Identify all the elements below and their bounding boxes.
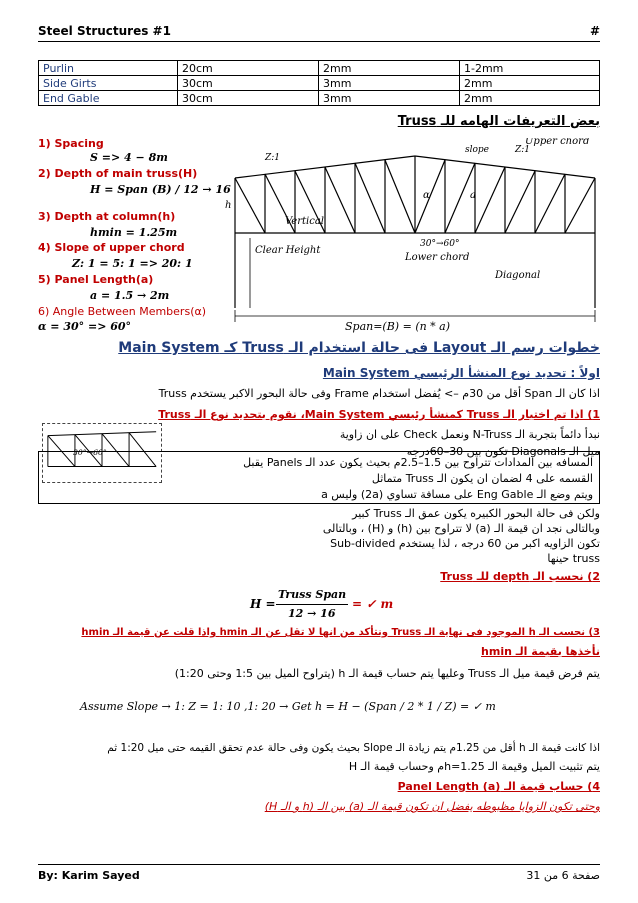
def-formula-4: Z: 1 = 5: 1 => 20: 1 [72, 257, 193, 270]
table-cell: Side Girts [39, 76, 178, 91]
eq-h-right: = ✓ m [352, 597, 394, 611]
members-table [38, 60, 600, 106]
step1-line-4: وبالتالى نجد ان قيمة الـ (a) لا تتراوح بين (h) و (H) ، وبالتالى [322, 522, 600, 535]
table-cell: 2mm [460, 76, 600, 91]
step-2: 2) نحسب الـ depth للـ Truss [440, 570, 600, 583]
table-row [39, 61, 600, 76]
step-3: 3) نحسب الـ h الموجود فى نهاية الـ Truss ونتأكد من انها لا تقل عن الـ hmin واذا قلت عن قيمة الـ hmin [81, 627, 600, 638]
table-cell: 3mm [319, 76, 460, 91]
table-row [39, 91, 600, 106]
footer-author: By: Karim Sayed [38, 869, 140, 882]
table-cell: 1-2mm [460, 61, 600, 76]
first-heading: اولاً : تحديد نوع المنشأ الرئيسي Main System [322, 366, 600, 380]
eq-h-num: Truss Span [278, 588, 347, 601]
diagram-clear-height: Clear Height [255, 245, 321, 256]
step1-line-2: ميل الـ Diagonals تكون بين 30–60درجه [406, 445, 600, 458]
def-label-1: 1) Spacing [38, 137, 104, 150]
footer-page-number: صفحة 6 من 31 [526, 869, 600, 882]
truss-defs-heading: بعض التعريفات الهامه للـ Truss [397, 114, 600, 129]
note-box [38, 451, 600, 504]
def-formula-6: α = 30° => 60° [38, 320, 132, 333]
diagram-h: h [225, 200, 232, 211]
diagram-lower-chord: Lower chord [405, 252, 470, 263]
span-line: اذا كان الـ Span أقل من 30م –> يُفضل استخدام Frame وفى حالة البحور الاكبر يستخدم Truss [158, 387, 600, 400]
def-formula-1: S => 4 − 8m [90, 151, 168, 164]
small-angle-range: 30°→60° [73, 447, 107, 457]
def-label-4: 4) Slope of upper chord [38, 241, 185, 254]
box-line-1: المسافه بين المدادات تتراوح بين 1.5–2.5م بحيث يكون عدد الـ Panels يقبل [243, 456, 593, 469]
step1-line-5: تكون الزاويه اكبر من 60 درجه ، لذا يستخدم Sub-divided [330, 537, 600, 550]
step1-line-3: ولكن فى حالة البحور الكبيره يكون عمق الـ Truss كبير [352, 507, 600, 520]
table-cell: 30cm [178, 76, 319, 91]
diagram-angle-range: 30°→60° [420, 239, 460, 249]
step-1: 1) اذا تم اختيار الـ Truss كمنشأ رئيسي Main System، نقوم بتحديد نوع الـ Truss [158, 408, 600, 421]
def-label-2: 2) Depth of main truss(H) [38, 167, 198, 180]
table-cell: End Gable [39, 91, 178, 106]
def-label-6: 6) Angle Between Members(α) [38, 305, 207, 318]
table-cell: 20cm [178, 61, 319, 76]
section-title: خطوات رسم الـ Layout فى حالة استخدام الـ Truss كـ Main System [118, 340, 600, 356]
diagram-upper-chord: Upper chord [525, 138, 590, 147]
step-4: 4) حساب قيمة الـ Panel Length (a) [397, 780, 600, 793]
hmin-line-1: اذا كانت قيمة الـ h أقل من 1.25م يتم زيادة الـ Slope بحيث يكون وفى حالة عدم تحقق القيمه حتى ميل 1:20 ثم [107, 742, 600, 754]
table-cell: 30cm [178, 91, 319, 106]
table-cell: 2mm [460, 91, 600, 106]
diagram-a: a [470, 190, 476, 201]
truss-diagram [225, 138, 605, 333]
table-cell: 3mm [319, 91, 460, 106]
page-footer [38, 864, 600, 886]
def-label-5: 5) Panel Length(a) [38, 273, 154, 286]
def-formula-5: a = 1.5 → 2m [90, 289, 170, 302]
header-page-mark: # [589, 24, 600, 38]
box-line-2: القسمه على 4 لضمان ان يكون الـ Truss متماثل [371, 472, 593, 485]
table-row [39, 76, 600, 91]
diagram-vertical: Vertical [285, 216, 324, 227]
header-title: Steel Structures #1 [38, 24, 171, 38]
def-label-3: 3) Depth at column(h) [38, 210, 176, 223]
step-4-line: وحتى تكون الزوايا مظبوطه يفضل ان تكون قيمة الـ (a) بين الـ (h و الـ H) [264, 800, 600, 813]
eq-h-left: H = [250, 597, 276, 611]
table-cell: Purlin [39, 61, 178, 76]
diagram-alpha: α [423, 190, 430, 201]
slope-line: يتم فرض قيمة ميل الـ Truss وعليها يتم حساب قيمة الـ h (يتراوح الميل بين 1:5 وحتى 1:20) [174, 667, 600, 680]
diagram-z1-right: Z:1 [515, 145, 531, 155]
def-formula-2: H = Span (B) / 12 → 16 [90, 183, 231, 196]
box-line-3: ويتم وضع الـ Eng Gable على مسافة تساوي (2a) وليس a [321, 488, 593, 501]
eq-h-fraction-bar [276, 604, 348, 605]
diagram-diagonal: Diagonal [495, 270, 541, 281]
table-cell: 2mm [319, 61, 460, 76]
page-header [38, 22, 600, 42]
step1-line-1: نبدأ دائماً بتجربة الـ N-Truss ونعمل Check على ان زاوية [339, 428, 600, 441]
slope-eq: Assume Slope → 1: Z = 1: 10 ,1: 20 → Get h = H − (Span / 2 * 1 / Z) = ✓ m [80, 700, 496, 713]
diagram-span-eq: Span=(B) = (n * a) [345, 320, 451, 333]
step-3b: نأخذها بقيمة الـ hmin [481, 645, 600, 658]
hmin-line-2: يتم تثبيت الميل وقيمة الـ h=1.25م وحساب قيمة الـ H [348, 760, 600, 773]
def-formula-3: hmin = 1.25m [90, 226, 178, 239]
eq-h-den: 12 → 16 [288, 607, 336, 620]
step1-line-6: truss حينها [547, 552, 600, 565]
diagram-slope: slope [465, 145, 490, 155]
diagram-z1-left: Z:1 [265, 153, 281, 163]
